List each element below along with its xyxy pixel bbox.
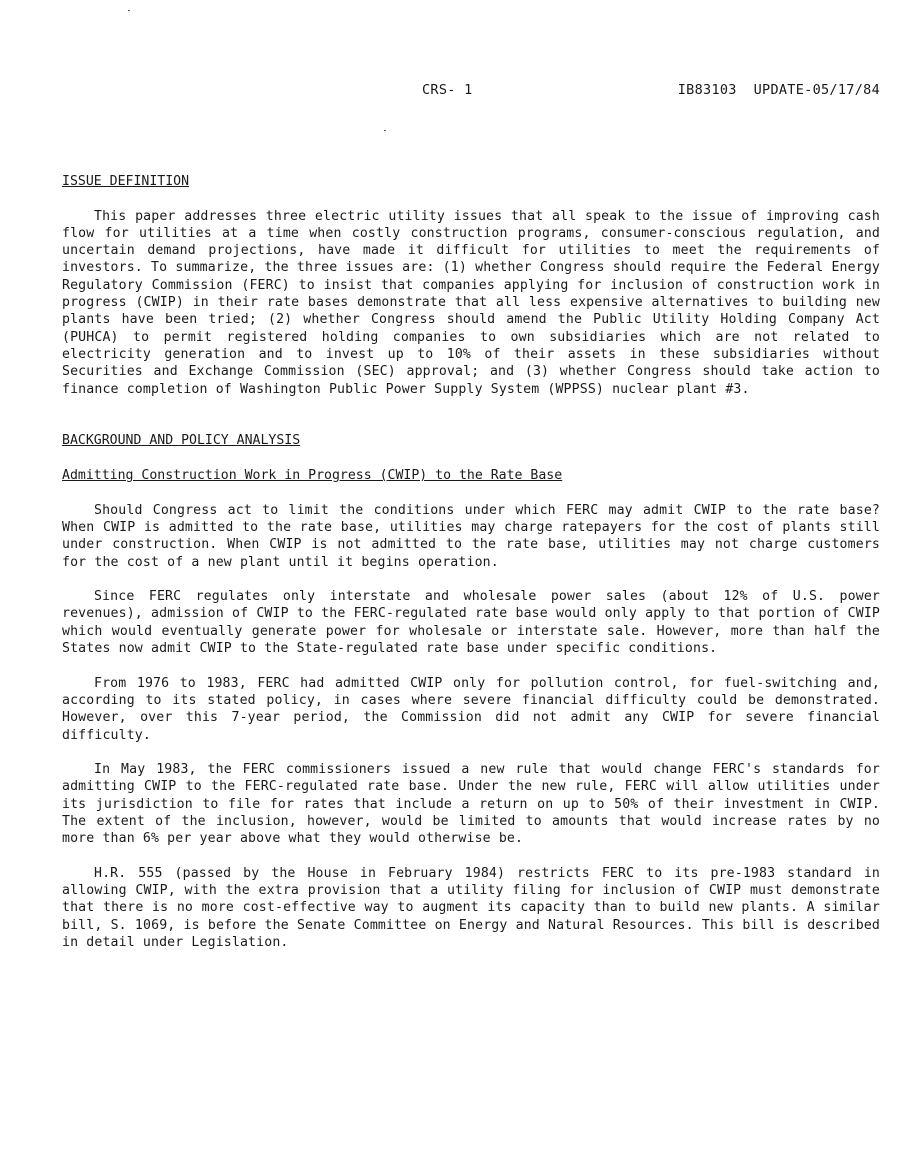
paragraph: H.R. 555 (passed by the House in February 1984) restricts FERC to its pre-1983 standard in allowing CWIP, with the extra provision that a utility filing for inclusion of CWIP must demonstrate that there is no more cost-effective way to augment its capacity than to build new plants. A similar bill, S. 1069, is before the Senate Committee on Energy and Natural Resources. This bill is described in detail under Legislation.	[62, 865, 880, 951]
document-body	[62, 173, 880, 969]
page-header	[62, 82, 880, 100]
paragraph: This paper addresses three electric utility issues that all speak to the issue of improving cash flow for utilities at a time when costly construction programs, consumer-conscious regulation, and uncertain demand projections, have made it difficult for utilities to meet the requirements of investors. To summarize, the three issues are: (1) whether Congress should require the Federal Energy Regulatory Commission (FERC) to insist that companies applying for inclusion of construction work in progress (CWIP) in their rate bases demonstrate that all less expensive alternatives to building new plants have been tried; (2) whether Congress should amend the Public Utility Holding Company Act (PUHCA) to permit registered holding companies to own subsidiaries which are not related to electricity generation and to invest up to 10% of their assets in these subsidiaries without Securities and Exchange Commission (SEC) approval; and (3) whether Congress should take action to finance completion of Washington Public Power Supply System (WPPSS) nuclear plant #3.	[62, 208, 880, 397]
paragraph: From 1976 to 1983, FERC had admitted CWIP only for pollution control, for fuel-switching and, according to its stated policy, in cases where severe financial difficulty could be demonstrated. However, over this 7-year period, the Commission did not admit any CWIP for severe financial difficulty.	[62, 675, 880, 743]
issue-brief-id: IB83103 UPDATE-05/17/84	[677, 82, 880, 98]
paragraph: Should Congress act to limit the conditions under which FERC may admit CWIP to the rate base? When CWIP is admitted to the rate base, utilities may charge ratepayers for the cost of plants still under construction. When CWIP is not admitted to the rate base, utilities may not charge customers for the cost of a new plant until it begins operation.	[62, 502, 880, 570]
paragraph: In May 1983, the FERC commissioners issued a new rule that would change FERC's standards for admitting CWIP to the FERC-regulated rate base. Under the new rule, FERC will allow utilities under its jurisdiction to file for rates that include a return on up to 50% of their investment in CWIP. The extent of the inclusion, however, would be limited to amounts that would increase rates by no more than 6% per year above what they would otherwise be.	[62, 762, 880, 847]
scan-speck	[128, 10, 130, 11]
subsection-heading-cwip: Admitting Construction Work in Progress (CWIP) to the Rate Base	[62, 468, 563, 484]
section-heading-background: BACKGROUND AND POLICY ANALYSIS	[62, 433, 301, 449]
scan-speck	[384, 130, 386, 131]
spacer	[62, 415, 880, 432]
section-heading-issue-definition: ISSUE DEFINITION	[62, 174, 190, 189]
doc-number: CRS- 1	[422, 82, 473, 98]
paragraph: Since FERC regulates only interstate and wholesale power sales (about 12% of U.S. power revenues), admission of CWIP to the FERC-regulated rate base would only apply to that portion of CWIP which would eventually generate power for wholesale or interstate sale. However, more than half the States now admit CWIP to the State-regulated rate base under specific conditions.	[62, 589, 880, 657]
